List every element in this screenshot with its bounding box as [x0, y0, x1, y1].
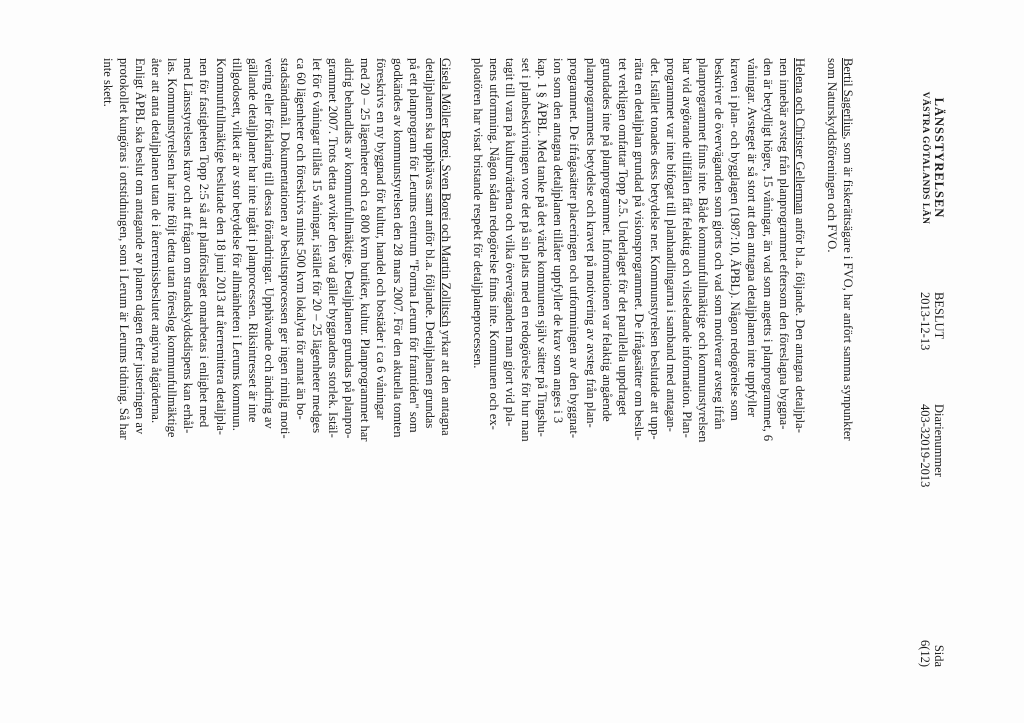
- case-number-value: 403-32019-2013: [917, 404, 932, 488]
- text-line: set i planbeskrivningen vore det på sin plats med en redogörelse för hur man: [519, 58, 534, 442]
- text-line: ion som den antagna detaljplanen tillåter uppfyller de krav som anges i 3: [551, 58, 566, 424]
- page-value: 6(12): [917, 640, 932, 668]
- text-line: på ett planprogram för Lerums centrum "Forma Lerum för framtiden" som: [406, 58, 421, 433]
- text-line: kap. 1 § ÄPBL. Med tanke på det värde kommunen själv sätter på Tingshu-: [535, 58, 550, 437]
- document-body: [100, 58, 856, 578]
- text-line: kraven i plan- och bygglagen (1987:10, ÄPBL). Någon redogörelse som: [728, 58, 743, 421]
- party-name: Helena och Christer Gellerman: [792, 58, 807, 215]
- text-line: vering eller förklaring till dessa förändringar. Upphävande och ändring av: [261, 58, 276, 429]
- text-line: detaljplanen ska upphävas samt anför bl.a. följande. Detaljplanen grundas: [422, 58, 437, 429]
- paragraph: [100, 58, 454, 578]
- text-line: programmet. De ifrågasätter placeringen och utformningen av den byggnat-: [567, 58, 582, 439]
- authority-name: LÄNSSTYRELSEN: [932, 97, 946, 219]
- text-line: aldrig behandlats av kommunfullmäktige. Detaljplanen grundas på planpro-: [342, 58, 357, 439]
- text-line: tet verkligen omfattar Topp 2.5. Underlaget för det parallella uppdraget: [615, 58, 630, 416]
- text-line: inte skett.: [100, 58, 115, 107]
- text-line: stadsändamål. Dokumentationen av beslutsprocessen ger ingen rimlig moti-: [277, 58, 292, 439]
- case-number-header: [917, 404, 946, 487]
- text-line: ploatören har visat bristande respekt för detaljplaneprocessen.: [470, 58, 485, 369]
- doc-type: BESLUT: [932, 292, 946, 340]
- text-line: tagit till vara på kulturvärdena och vilka överväganden man gjort vid pla-: [503, 58, 518, 427]
- text-line: [792, 58, 808, 578]
- text-line: [840, 58, 856, 578]
- text-line: det. Istället tonades dess betydelse ner. Kommunstyrelsen beslutade att upp-: [647, 58, 662, 440]
- text-line: ca 60 lägenheter och föreskrivs minst 500 kvm lokalyta för annat än bo-: [294, 58, 308, 420]
- page-label: Sida: [932, 644, 946, 668]
- text-line: gällande detaljplaner har inte ingått i planprocessen. Riksintresset är inte: [245, 58, 260, 423]
- text-line: las. Kommunstyrelsen har inte följt detta utan föreslog kommunfullmäktige: [165, 58, 180, 438]
- text-line: föreskrivs en ny byggnad för kultur, handel och bostäder i ca 6 våningar: [374, 58, 389, 420]
- party-name: Gisela Möller Borei, Sven Borei och Martin Zollitsch: [438, 58, 453, 328]
- text-line: med Länsstyrelsens krav och att frågan om strandskyddsdispens kan erhål-: [181, 58, 196, 434]
- paragraph: [824, 58, 856, 578]
- text-line: nens utformning. Någon sådan redogörelse finns inte. Kommunen och ex-: [487, 58, 502, 430]
- decision-header: [917, 292, 946, 350]
- text-line: våningar. Avsteget är så stort att den antagna detaljplanen inte uppfyller: [744, 58, 759, 417]
- text-line: tillgodosett, vilket är av stor betydelse för allmänheten i Lerums kommun.: [229, 58, 244, 431]
- text-line: har vid avgörande tillfällen fått felaktig och vilseledande information. Plan-: [680, 58, 695, 438]
- text-line: rätta en detaljplan grundad på visionsprogrammet. De ifrågasätter om beslu-: [631, 58, 646, 441]
- party-name: Bertil Sagerlius: [841, 58, 855, 137]
- text-line: grammet 2007. Trots detta avviker den vad gäller byggnadens storlek. Istäl-: [326, 58, 341, 438]
- text-line: nen innebär avsteg från planprogrammet eftersom den föreslagna byggna-: [776, 58, 791, 430]
- paragraph: [470, 58, 808, 578]
- page-number-header: [917, 640, 946, 667]
- case-number-label: Diarienummer: [932, 404, 946, 477]
- text-line: programmet var inte bifogat till planhandlingarna i samband med antagan-: [664, 58, 679, 432]
- authority-header: [919, 58, 947, 258]
- line-text: yrkar att den antagna: [438, 327, 453, 436]
- authority-region: VÄSTRA GÖTALANDS LÄN: [920, 91, 931, 225]
- text-line: Enligt ÄPBL ska beslut om antagande av planen dagen efter justeringen av: [133, 58, 148, 435]
- text-line: godkändes av kommunstyrelsen den 28 mars 2007. För den aktuella tomten: [390, 58, 405, 438]
- text-line: [438, 58, 454, 578]
- decision-date: 2013-12-13: [917, 292, 932, 351]
- text-line: åter att anta detaljplanen utan de i återremissbeslutet angivna åtgärderna.: [149, 58, 164, 424]
- text-line: planprogrammets betydelse och kravet på motivering av avsteg från plan-: [583, 58, 598, 428]
- text-line: planprogrammet finns inte. Både kommunfullmäktige och kommunstyrelsen: [696, 58, 711, 443]
- text-line: med 20 – 25 lägenheter och ca 800 kvm butiker, kultur. Planprogrammet har: [358, 58, 373, 442]
- text-line: let för 6 våningar tillåts 15 våningar, istället för 20 – 25 lägenheter medges: [310, 58, 325, 434]
- text-line: beskriver de överväganden som gjorts och vad som motiverar avsteg ifrån: [712, 58, 727, 430]
- text-line: nen för fastigheten Topp 2:5 så att planförslaget omarbetas i enlighet med: [197, 58, 212, 428]
- line-text: , som är fiskerättsägare i FVO, har anfört samma synpunkter: [841, 136, 855, 441]
- text-line: den är betydligt högre, 15 våningar, än vad som angetts i planprogrammet, 6: [760, 58, 775, 442]
- text-line: som Naturskyddsföreningen och FVO.: [824, 58, 839, 253]
- line-text: anför bl.a. följande. Den antagna detaljpla-: [792, 214, 807, 433]
- text-line: protokollet kungöras i ortstidningen, som i Lerum är Lerums tidning. Så har: [116, 58, 131, 440]
- text-line: Kommunfullmäktige beslutade den 18 juni 2013 att återremittera detaljpla-: [213, 58, 228, 435]
- text-line: grundades inte på planprogrammet. Informationen var felaktig angående: [599, 58, 614, 422]
